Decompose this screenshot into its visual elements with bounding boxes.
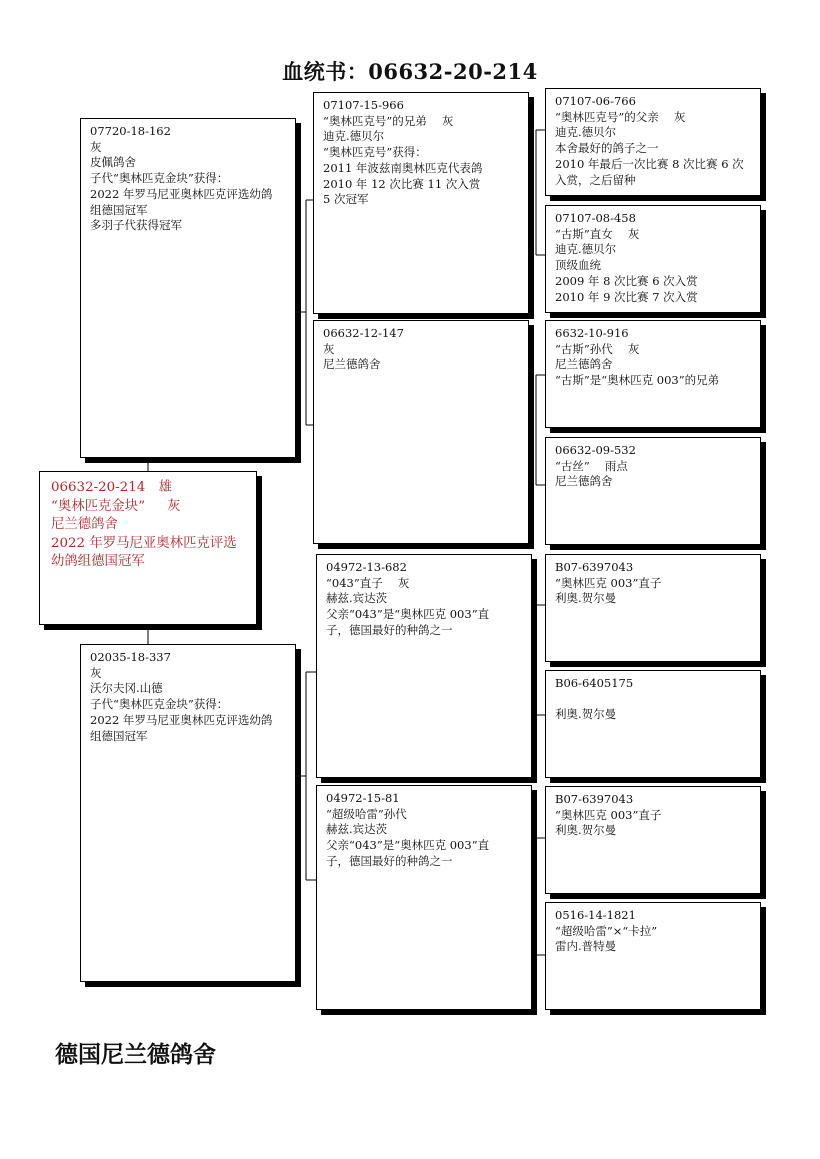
subject-card [39, 471, 257, 625]
sire-note: 2022 年罗马尼亚奥林匹克评选幼鸽 [90, 186, 273, 201]
subject-achievement: 2022 年罗马尼亚奥林匹克评选 [51, 535, 237, 551]
loft: 利奥.贺尔曼 [555, 823, 617, 838]
note: 子，德国最好的种鸽之一 [326, 853, 453, 868]
sire-sire-card [313, 92, 529, 314]
note: 2010 年最后一次比赛 8 次比赛 6 次 [555, 156, 744, 171]
dam-note: 组德国冠军 [90, 728, 148, 743]
sire-ring-number: 07720-18-162 [90, 124, 171, 138]
great-grandparent-card-4 [545, 437, 761, 545]
dam-note: 子代“奥林匹克金块”获得： [90, 697, 229, 712]
description: “古斯”直女 灰 [555, 226, 640, 241]
note: 父亲“043”是“奥林匹克 003”直 [326, 607, 490, 622]
description: “古丝” 雨点 [555, 458, 628, 473]
ring-number: 04972-13-682 [326, 560, 407, 574]
ring-number: 0516-14-1821 [555, 908, 636, 922]
ring-number: 6632-10-916 [555, 326, 629, 340]
sire-card [80, 118, 296, 458]
loft: 迪克.德贝尔 [555, 125, 617, 140]
description: “奥林匹克号”的父亲 灰 [555, 109, 686, 124]
ring-number: 06632-12-147 [323, 326, 404, 340]
sire-dam-card [313, 320, 529, 544]
great-grandparent-card-6 [545, 670, 761, 778]
note: 2011 年波兹南奥林匹克代表鸽 [323, 160, 483, 175]
ring-number: B07-6397043 [555, 792, 634, 806]
ring-number: 04972-15-81 [326, 791, 400, 805]
loft: 赫兹.宾达茨 [326, 822, 388, 837]
description [555, 692, 751, 708]
loft: 尼兰德鸽舍 [555, 357, 613, 372]
note: 2009 年 8 次比赛 6 次入赏 [555, 273, 698, 288]
note: 5 次冠军 [323, 192, 369, 207]
dam-card [80, 644, 296, 982]
loft: 迪克.德贝尔 [323, 129, 385, 144]
description: “奥林匹克号”的兄弟 灰 [323, 113, 454, 128]
ring-number: 07107-15-966 [323, 98, 404, 112]
dam-sire-card [316, 554, 532, 778]
loft: 利奥.贺尔曼 [555, 707, 617, 722]
great-grandparent-card-5 [545, 554, 761, 662]
note: 2010 年 9 次比赛 7 次入赏 [555, 289, 698, 304]
loft: 尼兰德鸽舍 [555, 474, 613, 489]
description: “奥林匹克 003”直子 [555, 575, 662, 590]
note: 顶级血统 [555, 258, 601, 273]
description: “奥林匹克 003”直子 [555, 807, 662, 822]
sire-note: 子代“奥林匹克金块”获得： [90, 171, 229, 186]
loft: 尼兰德鸽舍 [323, 357, 381, 372]
description: “古斯”孙代 灰 [555, 341, 640, 356]
great-grandparent-card-7 [545, 786, 761, 894]
note: 本舍最好的鸽子之一 [555, 141, 659, 156]
loft: 雷内.普特曼 [555, 939, 617, 954]
sire-color: 灰 [90, 139, 102, 154]
great-grandparent-card-3 [545, 320, 761, 428]
ring-number: 06632-09-532 [555, 443, 636, 457]
ring-number: 07107-08-458 [555, 211, 636, 225]
sire-loft: 皮佩鸽舍 [90, 155, 136, 170]
loft: 利奥.贺尔曼 [555, 591, 617, 606]
note: “古斯”是“奥林匹克 003”的兄弟 [555, 373, 720, 388]
great-grandparent-card-2 [545, 205, 761, 313]
dam-color: 灰 [90, 665, 102, 680]
subject-ring-number: 06632-20-214 雄 [51, 480, 173, 495]
page-title: 血统书：06632-20-214 [282, 59, 538, 84]
note: “奥林匹克号”获得： [323, 145, 427, 160]
note: 2010 年 12 次比赛 11 次入赏 [323, 176, 481, 191]
note: 子，德国最好的种鸽之一 [326, 622, 453, 637]
dam-loft: 沃尔夫冈.山德 [90, 681, 163, 696]
description: “超级哈雷”孙代 [326, 806, 407, 821]
dam-note: 2022 年罗马尼亚奥林匹克评选幼鸽 [90, 712, 273, 727]
subject-achievement-cont: 幼鸽组德国冠军 [51, 554, 145, 569]
ring-number: B06-6405175 [555, 676, 634, 690]
ring-number: 07107-06-766 [555, 94, 636, 108]
description: “超级哈雷”×“卡拉” [555, 923, 658, 938]
sire-note: 多羽子代获得冠军 [90, 218, 182, 233]
note: 入赏，之后留种 [555, 172, 636, 187]
dam-dam-card [316, 785, 532, 1010]
subject-loft: 尼兰德鸽舍 [51, 517, 118, 532]
loft-name-footer: 德国尼兰德鸽舍 [55, 1042, 216, 1068]
great-grandparent-card-1 [545, 88, 761, 196]
subject-name: “奥林匹克金块” 灰 [51, 498, 181, 514]
loft: 赫兹.宾达茨 [326, 591, 388, 606]
dam-ring-number: 02035-18-337 [90, 650, 171, 664]
great-grandparent-card-8 [545, 902, 761, 1010]
description: 灰 [323, 341, 335, 356]
sire-note: 组德国冠军 [90, 202, 148, 217]
note: 父亲“043”是“奥林匹克 003”直 [326, 838, 490, 853]
loft: 迪克.德贝尔 [555, 242, 617, 257]
ring-number: B07-6397043 [555, 560, 634, 574]
description: “043”直子 灰 [326, 575, 410, 590]
